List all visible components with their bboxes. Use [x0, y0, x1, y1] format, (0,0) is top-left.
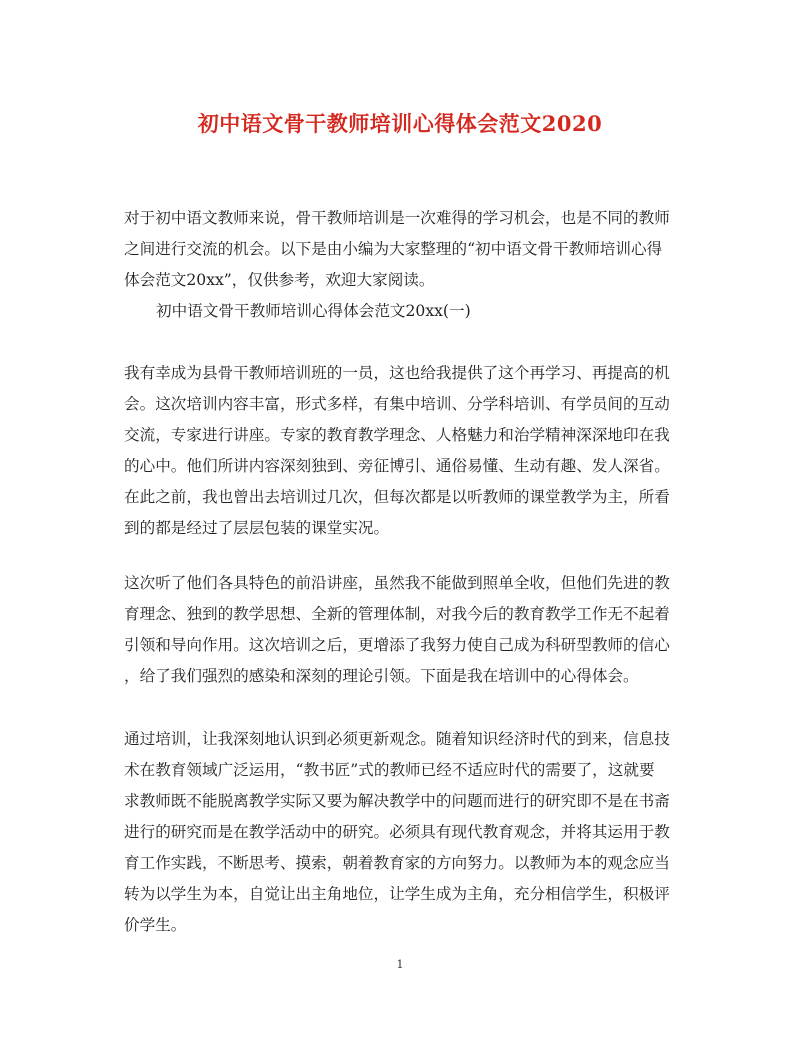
paragraph-line: 的心中。他们所讲内容深刻独到、旁征博引、通俗易懂、生动有趣、发人深省。	[124, 457, 670, 475]
paragraph-line: 育工作实践，不断思考、摸索，朝着教育家的方向努力。以教师为本的观念应当	[124, 854, 670, 872]
paragraph-line: 通过培训，让我深刻地认识到必须更新观念。随着知识经济时代的到来，信息技	[124, 730, 670, 748]
paragraph-1	[124, 358, 676, 544]
section-heading: 初中语文骨干教师培训心得体会范文20xx(一)	[156, 302, 471, 320]
intro-line: 体会范文20xx”，仅供参考，欢迎大家阅读。	[124, 271, 435, 289]
paragraph-line: 求教师既不能脱离教学实际又要为解决教学中的问题而进行的研究即不是在书斋	[124, 792, 670, 810]
page-number: 1	[396, 958, 404, 971]
paragraph-line: 转为以学生为本，自觉让出主角地位，让学生成为主角，充分相信学生，积极评	[124, 885, 670, 903]
paragraph-line: 育理念、独到的教学思想、全新的管理体制，对我今后的教育教学工作无不起着	[124, 605, 670, 623]
paragraph-line: 进行的研究而是在教学活动中的研究。必须具有现代教育观念，并将其运用于教	[124, 823, 670, 841]
paragraph-line: 引领和导向作用。这次培训之后，更增添了我努力使自己成为科研型教师的信心	[124, 636, 670, 654]
paragraph-line: 在此之前，我也曾出去培训过几次，但每次都是以听教师的课堂教学为主，所看	[124, 488, 670, 506]
paragraph-line: 交流，专家进行讲座。专家的教育教学理念、人格魅力和治学精神深深地印在我	[124, 426, 670, 444]
paragraph-line: ，给了我们强烈的感染和深刻的理论引领。下面是我在培训中的心得体会。	[124, 667, 639, 685]
intro-line: 之间进行交流的机会。以下是由小编为大家整理的“初中语文骨干教师培训心得	[124, 240, 663, 258]
paragraph-line: 会。这次培训内容丰富，形式多样，有集中培训、分学科培训、有学员间的互动	[124, 395, 670, 413]
paragraph-line: 价学生。	[124, 916, 187, 934]
paragraph-2	[124, 568, 676, 692]
paragraph-line: 到的都是经过了层层包装的课堂实况。	[124, 519, 390, 537]
paragraph-line: 这次听了他们各具特色的前沿讲座，虽然我不能做到照单全收，但他们先进的教	[124, 574, 670, 592]
paragraph-3	[124, 724, 676, 941]
paragraph-line: 术在教育领域广泛运用，“教书匠”式的教师已经不适应时代的需要了，这就要	[124, 761, 655, 779]
document-title: 初中语文骨干教师培训心得体会范文2020	[197, 111, 603, 136]
intro-line: 对于初中语文教师来说，骨干教师培训是一次难得的学习机会，也是不同的教师	[124, 209, 670, 227]
paragraph-line: 我有幸成为县骨干教师培训班的一员，这也给我提供了这个再学习、再提高的机	[124, 364, 670, 382]
intro-paragraph	[124, 203, 676, 327]
